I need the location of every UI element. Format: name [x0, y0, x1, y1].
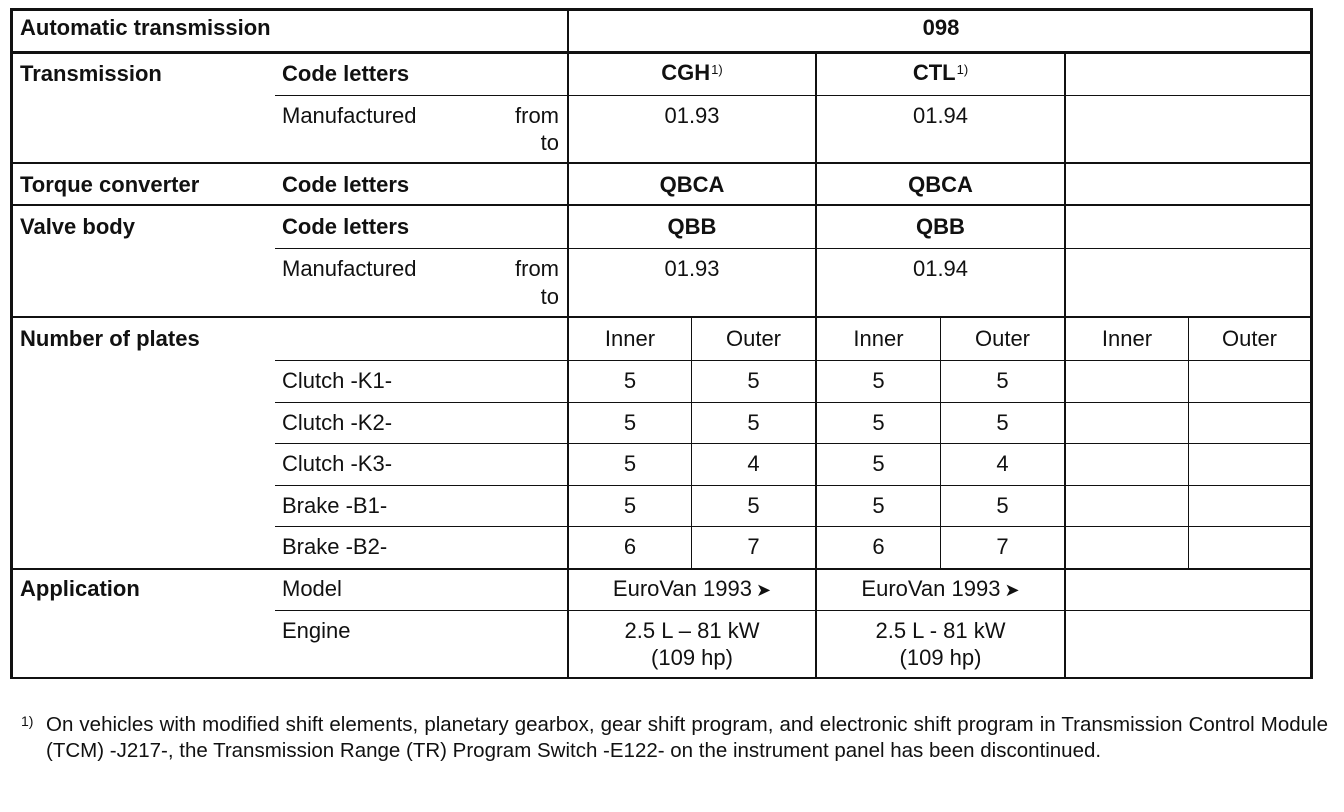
- section-separator: [10, 316, 1313, 318]
- plates-divider: [691, 318, 692, 569]
- plate-row-name: Brake -B1-: [282, 493, 388, 518]
- plate-value: 5: [872, 493, 885, 518]
- arrow-right-icon: ➤: [755, 580, 772, 600]
- transmission-code-1: CGH$^{1)}$: [661, 60, 723, 85]
- table-border-left: [10, 8, 13, 679]
- plate-value: 5: [747, 493, 760, 518]
- inner-header-2: Inner: [853, 326, 904, 351]
- row-separator: [275, 248, 1313, 249]
- plate-row-name: Clutch -K3-: [282, 451, 393, 476]
- engine-label: Engine: [282, 618, 351, 643]
- plate-value: 5: [623, 368, 637, 393]
- plate-value: 5: [996, 493, 1009, 518]
- plate-value: 4: [747, 451, 760, 476]
- row-separator: [275, 95, 1313, 96]
- row-separator: [275, 485, 1313, 486]
- plate-value: 6: [872, 534, 885, 559]
- footnote: [22, 712, 1328, 764]
- plate-value: 5: [747, 410, 760, 435]
- table-border-right: [1310, 8, 1313, 679]
- valve-body-manufactured-label: Manufactured: [282, 256, 417, 281]
- plates-label: Number of plates: [20, 326, 200, 351]
- inner-header-3: Inner: [1101, 326, 1153, 351]
- plate-value: 5: [623, 493, 637, 518]
- valve-body-from-date-1: 01.93: [664, 256, 720, 281]
- plate-value: 5: [996, 368, 1009, 393]
- transmission-label: Transmission: [20, 61, 162, 86]
- footnote-marker: 1): [956, 62, 969, 77]
- footnote-marker: 1): [711, 62, 723, 77]
- plate-value: 5: [623, 410, 637, 435]
- table-border-bottom: [10, 677, 1313, 679]
- header-separator: [10, 51, 1313, 54]
- outer-header-2: Outer: [974, 326, 1031, 351]
- row-separator: [275, 360, 1313, 361]
- valve-body-from-date-2: 01.94: [912, 256, 969, 281]
- model-code: 098: [922, 15, 960, 40]
- application-model-2: EuroVan 1993 ➤: [861, 576, 1020, 601]
- engine-spec-1-line1: 2.5 L – 81 kW: [624, 618, 760, 643]
- plate-value: 5: [872, 410, 885, 435]
- torque-converter-code-letters-label: Code letters: [282, 172, 410, 197]
- transmission-to-label: to: [540, 130, 559, 155]
- valve-body-code-letters-label: Code letters: [282, 214, 410, 239]
- inner-header-1: Inner: [604, 326, 656, 351]
- application-label: Application: [20, 576, 140, 601]
- row-separator: [275, 610, 1313, 611]
- torque-converter-code-1: QBCA: [659, 172, 725, 197]
- torque-converter-label: Torque converter: [20, 172, 200, 197]
- plate-row-name: Clutch -K1-: [282, 368, 393, 393]
- plate-value: 5: [747, 368, 760, 393]
- plate-value: 6: [623, 534, 637, 559]
- plate-value: 5: [872, 368, 885, 393]
- transmission-code-letters-label: Code letters: [282, 61, 410, 86]
- transmission-from-date-2: 01.94: [912, 103, 969, 128]
- plate-row-name: Clutch -K2-: [282, 410, 393, 435]
- valve-body-to-label: to: [540, 284, 559, 309]
- valve-body-label: Valve body: [20, 214, 135, 239]
- plate-value: 7: [747, 534, 760, 559]
- transmission-from-label: from: [515, 103, 559, 128]
- plates-divider: [1188, 318, 1189, 569]
- row-separator: [275, 402, 1313, 403]
- table-title: Automatic transmission: [20, 15, 271, 40]
- torque-converter-code-2: QBCA: [908, 172, 973, 197]
- section-separator: [10, 162, 1313, 164]
- plate-value: 7: [996, 534, 1009, 559]
- valve-body-code-1: QBB: [667, 214, 717, 239]
- outer-header-3: Outer: [1221, 326, 1278, 351]
- arrow-right-icon: ➤: [1004, 580, 1020, 600]
- footnote-mark: 1): [21, 713, 34, 729]
- engine-spec-2-line2: (109 hp): [899, 645, 982, 670]
- row-separator: [275, 526, 1313, 527]
- section-separator: [10, 568, 1313, 570]
- section-separator: [10, 204, 1313, 206]
- plate-value: 5: [623, 451, 637, 476]
- plates-divider: [940, 318, 941, 569]
- row-separator: [275, 443, 1313, 444]
- model-label: Model: [282, 576, 342, 601]
- transmission-from-date-1: 01.93: [664, 103, 720, 128]
- column-divider: [1064, 54, 1066, 679]
- application-model-1: EuroVan 1993 ➤: [612, 576, 772, 601]
- outer-header-1: Outer: [725, 326, 782, 351]
- valve-body-from-label: from: [515, 256, 559, 281]
- engine-spec-1-line2: (109 hp): [651, 645, 733, 670]
- table-border-top: [10, 8, 1313, 11]
- plate-value: 5: [872, 451, 885, 476]
- valve-body-code-2: QBB: [916, 214, 965, 239]
- footnote-text: On vehicles with modified shift elements, planetary gearbox, gear shift program, and electronic shift program in Transmission Control Module (TCM) -J217-, the Transmission Range (TR) Program Switch -E122- on the instrument panel has been discontinued.: [46, 713, 1328, 762]
- plate-value: 4: [996, 451, 1009, 476]
- plate-row-name: Brake -B2-: [282, 534, 388, 559]
- plate-value: 5: [996, 410, 1009, 435]
- transmission-manufactured-label: Manufactured: [282, 103, 417, 128]
- engine-spec-2-line1: 2.5 L - 81 kW: [875, 618, 1006, 643]
- transmission-code-2: CTL$^{1)}$: [912, 60, 969, 85]
